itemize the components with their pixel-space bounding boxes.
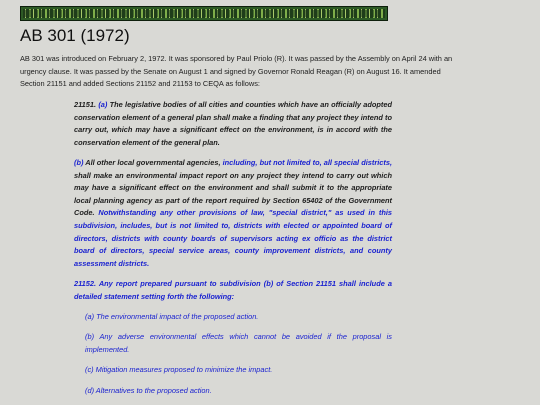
subdivision-a-marker: (a) [98,100,108,109]
subdivision-b-text-2: shall make an environmental impact report on any project they intend to carry out which may have a significant effect on the environment and shall submit it to the appropriate local planning agency as part of the report required by Section 65402 of the Government Code. [74,170,392,218]
section-21152-item-a: (a) The environmental impact of the proposed action. [85,312,259,321]
subdivision-a-text: The legislative bodies of all cities and counties which have an officially adopted conservation element of a general plan shall make a finding that any project they intend to carry out, which may have a significant effect on the environment, is in accord with the conservation element of the general plan. [74,100,392,147]
section-21152-item-d: (d) Alternatives to the proposed action. [85,386,212,395]
section-21151-a [74,99,392,149]
section-number: 21151. [74,100,97,109]
subdivision-b-insert-1: including, but not limited to, all special districts, [222,158,392,167]
section-21152-item-c: (c) Mitigation measures proposed to minimize the impact. [85,365,273,374]
subdivision-b-insert-2: Notwithstanding any other provisions of law, "special district," as used in this subdivision, includes, but is not limited to, districts with elected or appointed board of directors, districts with county boards of supervisors acting ex officio as the district board of directors, special service areas, county improvement districts, and county assessment districts. [74,208,392,268]
section-21151-b [74,157,392,270]
page-title: AB 301 (1972) [20,26,130,45]
section-21152-item-b: (b) Any adverse environmental effects which cannot be avoided if the proposal is implemented. [85,332,392,354]
intro-paragraph: AB 301 was introduced on February 2, 1972. It was sponsored by Paul Priolo (R). It was passed by the Assembly on April 24 with an urgency clause. It was passed by the Senate on August 1 and signed by Governor Ronald Reagan (R) on August 16. It amended Section 21151 and added Sections 21152 and 21153 to CEQA as follows: [20,54,453,89]
subdivision-b-marker: (b) [74,158,84,167]
decorative-banner [20,6,388,21]
section-21152-intro: 21152. Any report prepared pursuant to subdivision (b) of Section 21151 shall include a detailed statement setting forth the following: [74,279,392,301]
subdivision-b-text-1: All other local governmental agencies, [85,158,221,167]
